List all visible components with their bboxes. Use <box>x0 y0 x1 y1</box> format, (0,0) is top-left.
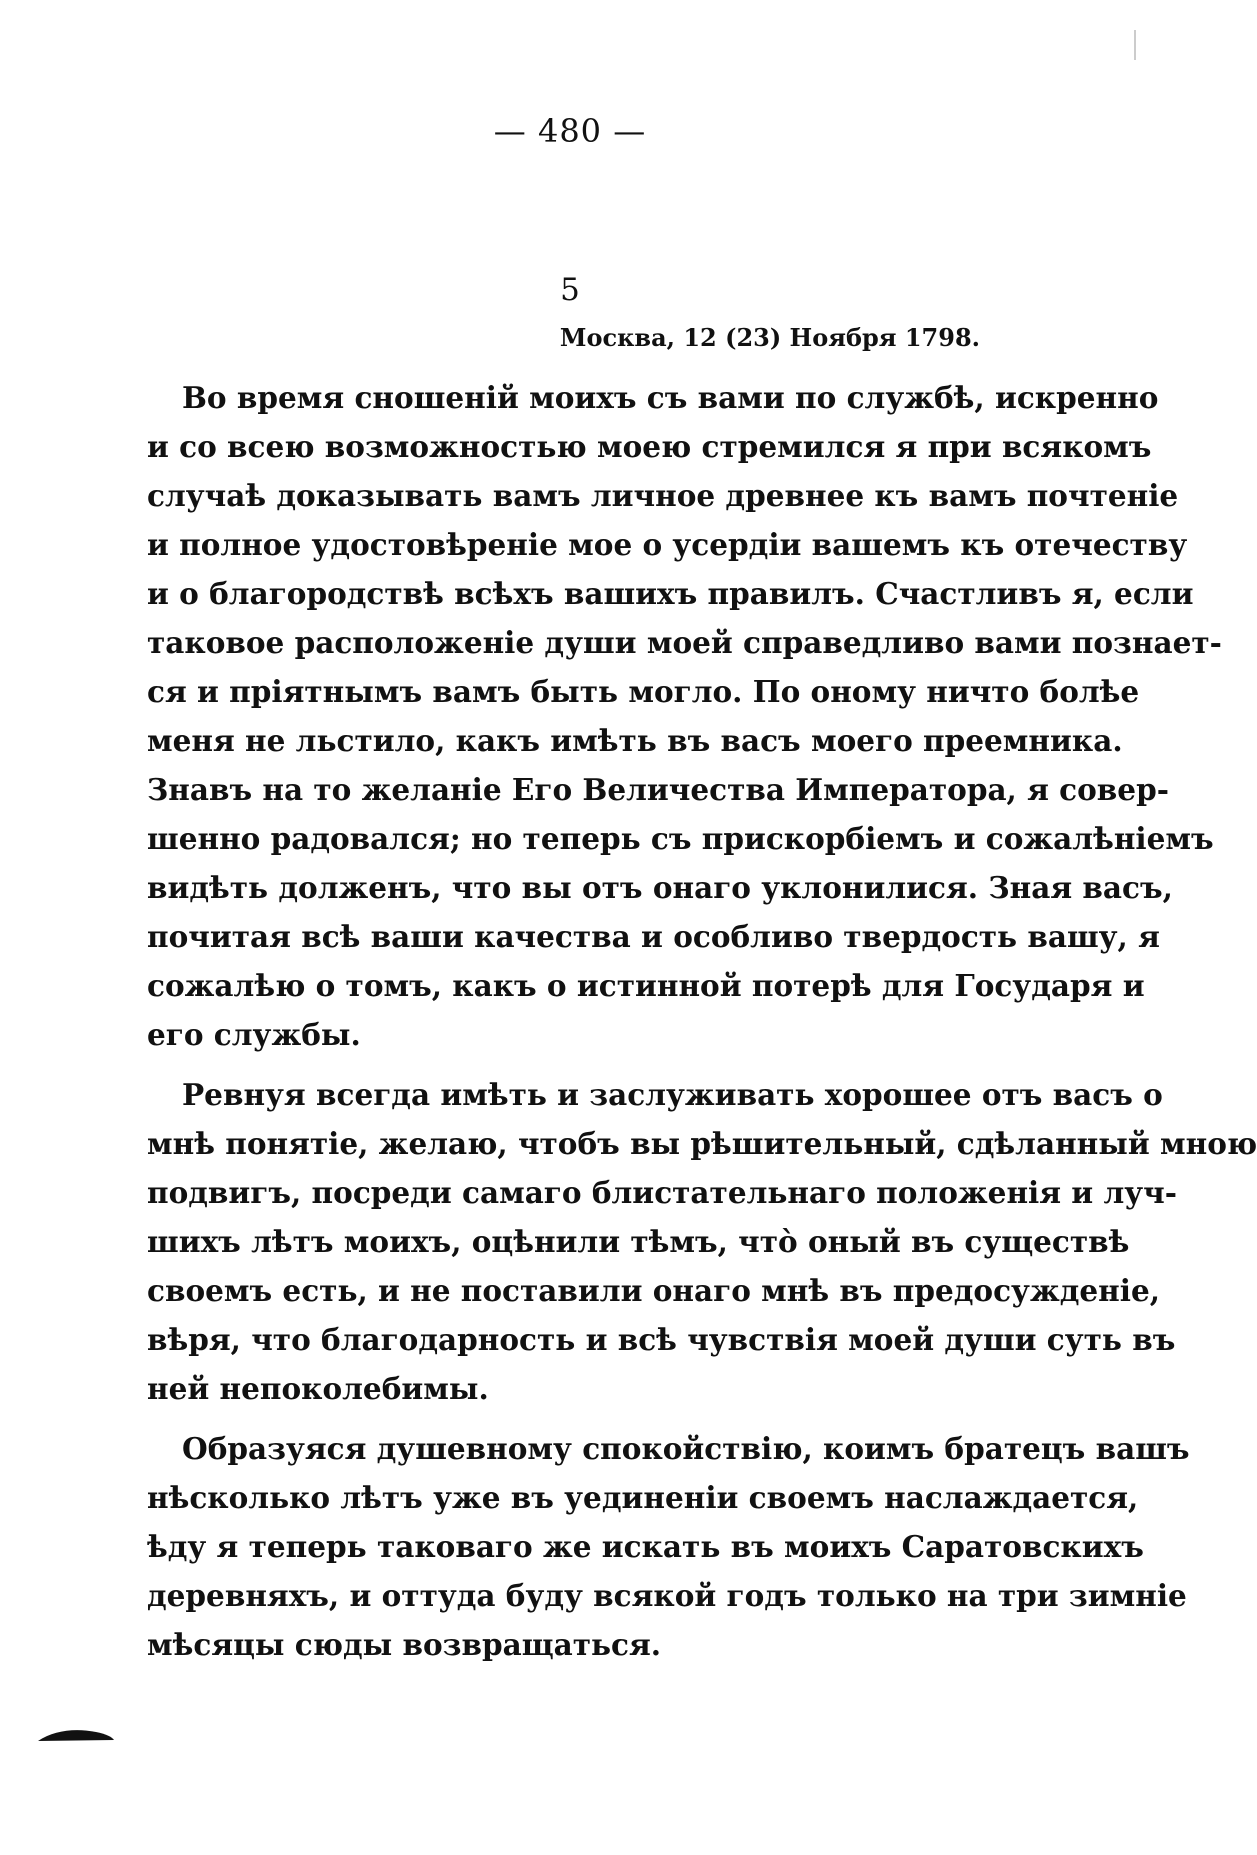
text-line: и о благородствѣ всѣхъ вашихъ правилъ. Счастливъ я, если <box>147 576 1194 611</box>
text-line: Во время сношеній моихъ съ вами по службѣ, искренно <box>182 380 1159 415</box>
scan-edge-mark <box>1134 30 1136 60</box>
text-line: и полное удостовѣреніе мое о усердіи вашемъ къ отечеству <box>147 527 1188 562</box>
text-line: подвигъ, посреди самаго блистательнаго положенія и луч- <box>147 1175 1177 1210</box>
text-line: видѣть долженъ, что вы отъ онаго уклонилися. Зная васъ, <box>147 870 1173 905</box>
text-line: Знавъ на то желаніе Его Величества Императора, я совер- <box>147 772 1169 807</box>
text-line: шенно радовался; но теперь съ прискорбіемъ и сожалѣніемъ <box>147 821 1214 856</box>
paragraph-1 <box>147 373 1222 1059</box>
letter-number: 5 <box>560 272 580 308</box>
paragraph-2 <box>147 1070 1257 1413</box>
text-line: случаѣ доказывать вамъ личное древнее къ вамъ почтеніе <box>147 478 1179 513</box>
letter-body <box>147 373 1257 1680</box>
text-line: почитая всѣ ваши качества и особливо твердость вашу, я <box>147 919 1160 954</box>
text-line: нѣсколько лѣтъ уже въ уединеніи своемъ наслаждается, <box>147 1480 1139 1515</box>
text-line: меня не льстило, какъ имѣть въ васъ моего преемника. <box>147 723 1123 758</box>
text-line: Ревнуя всегда имѣть и заслуживать хорошее отъ васъ о <box>182 1077 1163 1112</box>
text-line: Образуяся душевному спокойствію, коимъ братецъ вашъ <box>182 1431 1190 1466</box>
text-line: мнѣ понятіе, желаю, чтобъ вы рѣшительный, сдѣланный мною <box>147 1126 1257 1161</box>
text-line: ся и пріятнымъ вамъ быть могло. По оному ничто болѣе <box>147 674 1140 709</box>
printer-ornament-icon <box>36 1728 116 1744</box>
paragraph-3 <box>147 1424 1190 1669</box>
text-line: ней непоколебимы. <box>147 1371 489 1406</box>
text-line: своемъ есть, и не поставили онаго мнѣ въ предосужденіе, <box>147 1273 1160 1308</box>
text-line: и со всею возможностью моею стремился я при всякомъ <box>147 429 1152 464</box>
text-line: его службы. <box>147 1017 361 1052</box>
text-line: мѣсяцы сюды возвращаться. <box>147 1627 662 1662</box>
letter-dateline: Москва, 12 (23) Ноября 1798. <box>559 323 980 352</box>
text-line: вѣря, что благодарность и всѣ чувствія моей души суть въ <box>147 1322 1176 1357</box>
text-line: сожалѣю о томъ, какъ о истинной потерѣ для Государя и <box>147 968 1145 1003</box>
text-line: ѣду я теперь таковаго же искать въ моихъ Саратовскихъ <box>147 1529 1144 1564</box>
text-line: шихъ лѣтъ моихъ, оцѣнили тѣмъ, что̀ оный въ существѣ <box>147 1224 1130 1259</box>
text-line: таковое расположеніе души моей справедливо вами познает- <box>147 625 1222 660</box>
page-number: — 480 — <box>493 112 647 150</box>
text-line: деревняхъ, и оттуда буду всякой годъ только на три зимніе <box>147 1578 1187 1613</box>
